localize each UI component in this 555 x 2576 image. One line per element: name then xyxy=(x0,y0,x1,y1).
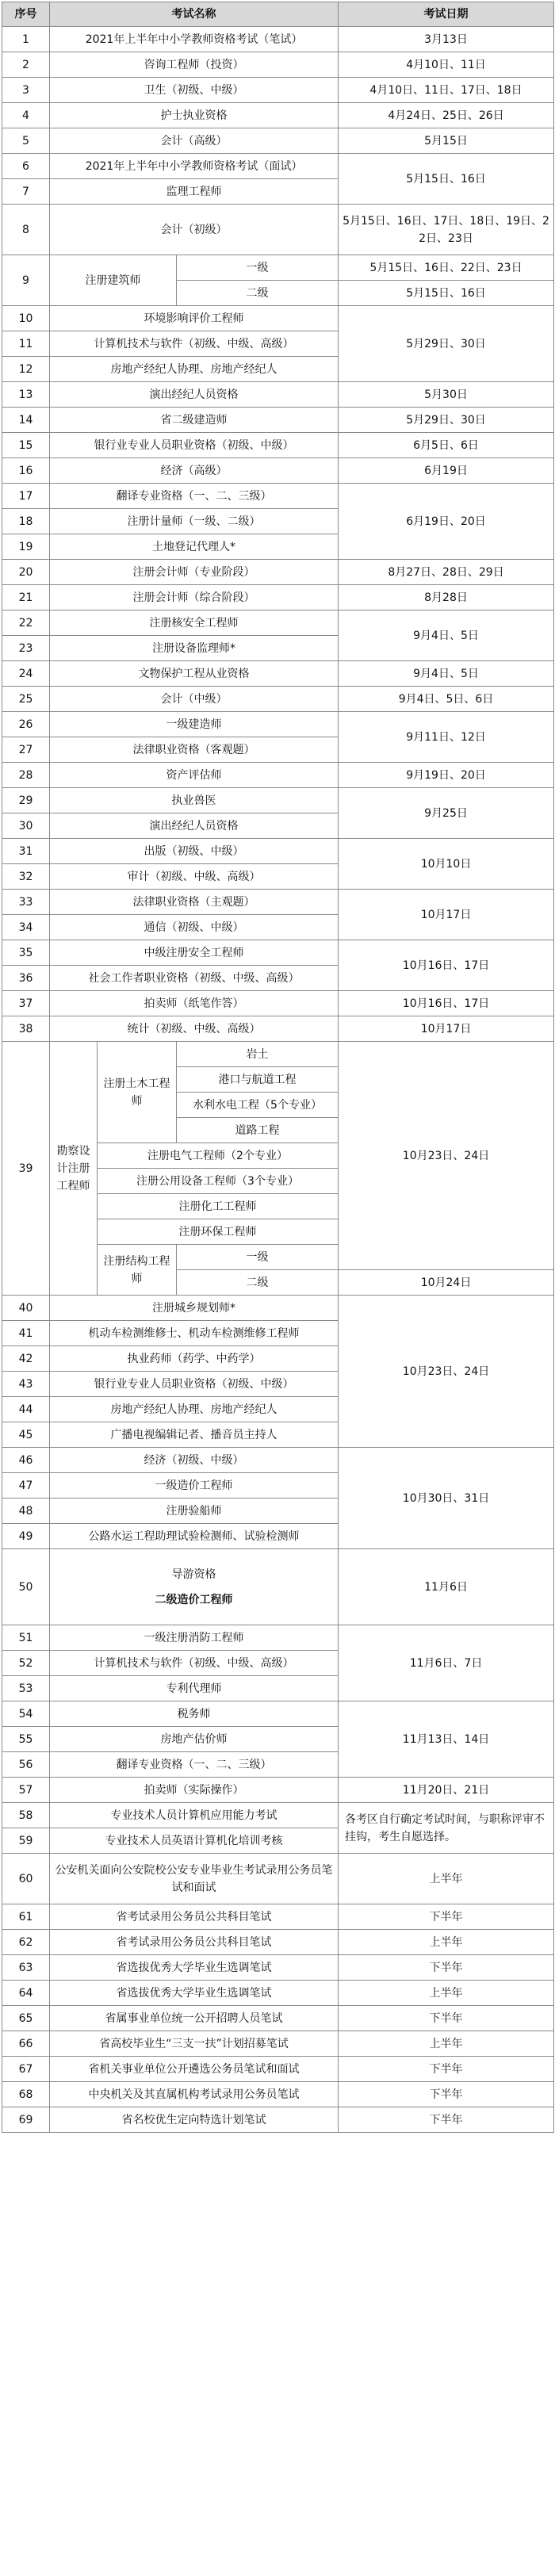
table-row xyxy=(2,890,554,915)
exam-name: 专业技术人员计算机应用能力考试 xyxy=(50,1803,339,1828)
exam-name: 注册计量师（一级、二级） xyxy=(50,509,339,534)
exam-name: 审计（初级、中级、高级） xyxy=(50,864,339,890)
exam-name: 演出经纪人员资格 xyxy=(50,813,339,839)
exam-subname: 注册电气工程师（2个专业） xyxy=(98,1143,339,1169)
row-no: 25 xyxy=(2,687,50,712)
exam-date: 5月15日 xyxy=(339,128,554,154)
row-no: 33 xyxy=(2,890,50,915)
exam-name: 省名校优生定向特选计划笔试 xyxy=(50,2107,339,2133)
table-row xyxy=(2,991,554,1016)
exam-date: 10月16日、17日 xyxy=(339,940,554,991)
exam-name: 专业技术人员英语计算机化培训考核 xyxy=(50,1828,339,1854)
exam-name: 注册核安全工程师 xyxy=(50,611,339,636)
row-no: 21 xyxy=(2,585,50,611)
row-no: 17 xyxy=(2,484,50,509)
exam-name: 注册验船师 xyxy=(50,1499,339,1524)
row-no: 36 xyxy=(2,966,50,991)
exam-subgroup: 注册结构工程师 xyxy=(98,1245,177,1296)
exam-name: 省考试录用公务员公共科目笔试 xyxy=(50,1930,339,1955)
exam-date: 9月19日、20日 xyxy=(339,763,554,788)
exam-name: 机动车检测维修士、机动车检测维修工程师 xyxy=(50,1321,339,1346)
table-row xyxy=(2,1016,554,1042)
exam-name: 中央机关及其直属机构考试录用公务员笔试 xyxy=(50,2082,339,2107)
row-no: 22 xyxy=(2,611,50,636)
header-no: 序号 xyxy=(2,2,50,27)
exam-name: 土地登记代理人* xyxy=(50,534,339,560)
row-no: 39 xyxy=(2,1042,50,1296)
row-no: 44 xyxy=(2,1397,50,1422)
row-no: 41 xyxy=(2,1321,50,1346)
table-row xyxy=(2,27,554,52)
exam-date: 9月4日、5日 xyxy=(339,661,554,687)
row-no: 9 xyxy=(2,255,50,306)
row-no: 43 xyxy=(2,1372,50,1397)
exam-name: 银行业专业人员职业资格（初级、中级） xyxy=(50,433,339,458)
exam-name: 通信（初级、中级） xyxy=(50,915,339,940)
exam-date: 上半年 xyxy=(339,1854,554,1904)
exam-subname: 二级 xyxy=(177,281,339,306)
table-row xyxy=(2,2031,554,2057)
exam-name: 银行业专业人员职业资格（初级、中级） xyxy=(50,1372,339,1397)
table-row xyxy=(2,1955,554,1981)
exam-date: 11月20日、21日 xyxy=(339,1778,554,1803)
exam-name: 税务师 xyxy=(50,1701,339,1727)
exam-date: 9月25日 xyxy=(339,788,554,839)
row-no: 11 xyxy=(2,331,50,357)
row-no: 56 xyxy=(2,1752,50,1778)
exam-name: 省机关事业单位公开遴选公务员笔试和面试 xyxy=(50,2057,339,2082)
exam-subname: 二级 xyxy=(177,1270,339,1296)
row-no: 49 xyxy=(2,1524,50,1549)
table-row xyxy=(2,1296,554,1321)
row-no: 64 xyxy=(2,1981,50,2006)
exam-name: 省考试录用公务员公共科目笔试 xyxy=(50,1904,339,1930)
table-row xyxy=(2,2082,554,2107)
exam-subname: 道路工程 xyxy=(177,1118,339,1143)
row-no: 48 xyxy=(2,1499,50,1524)
exam-name: 房地产估价师 xyxy=(50,1727,339,1752)
table-row xyxy=(2,1778,554,1803)
exam-name: 翻译专业资格（一、二、三级） xyxy=(50,1752,339,1778)
row-no: 3 xyxy=(2,78,50,103)
exam-name-line: 导游资格 xyxy=(171,1567,216,1581)
table-row xyxy=(2,1549,554,1625)
table-row xyxy=(2,585,554,611)
row-no: 13 xyxy=(2,382,50,408)
table-row xyxy=(2,788,554,813)
table-row xyxy=(2,1904,554,1930)
table-row xyxy=(2,1701,554,1727)
row-no: 35 xyxy=(2,940,50,966)
table-row xyxy=(2,661,554,687)
exam-name: 执业药师（药学、中药学） xyxy=(50,1346,339,1372)
row-no: 47 xyxy=(2,1473,50,1499)
table-row xyxy=(2,205,554,255)
table-row xyxy=(2,382,554,408)
row-no: 31 xyxy=(2,839,50,864)
row-no: 28 xyxy=(2,763,50,788)
table-row xyxy=(2,154,554,179)
table-row xyxy=(2,408,554,433)
row-no: 42 xyxy=(2,1346,50,1372)
row-no: 58 xyxy=(2,1803,50,1828)
exam-name: 省选拔优秀大学毕业生选调笔试 xyxy=(50,1955,339,1981)
row-no: 40 xyxy=(2,1296,50,1321)
exam-date: 11月6日、7日 xyxy=(339,1625,554,1701)
exam-schedule-table xyxy=(2,2,554,2133)
exam-name: 卫生（初级、中级） xyxy=(50,78,339,103)
exam-name: 统计（初级、中级、高级） xyxy=(50,1016,339,1042)
table-row xyxy=(2,1448,554,1473)
exam-date: 下半年 xyxy=(339,1904,554,1930)
exam-name: 经济（高级） xyxy=(50,458,339,484)
exam-name: 法律职业资格（主观题） xyxy=(50,890,339,915)
exam-name: 省高校毕业生“三支一扶”计划招募笔试 xyxy=(50,2031,339,2057)
exam-subname: 水利水电工程（5个专业） xyxy=(177,1093,339,1118)
exam-date: 5月29日、30日 xyxy=(339,306,554,382)
exam-date: 9月4日、5日、6日 xyxy=(339,687,554,712)
exam-name: 省二级建造师 xyxy=(50,408,339,433)
exam-name: 房地产经纪人协理、房地产经纪人 xyxy=(50,1397,339,1422)
exam-date: 11月13日、14日 xyxy=(339,1701,554,1778)
row-no: 61 xyxy=(2,1904,50,1930)
table-row xyxy=(2,687,554,712)
row-no: 62 xyxy=(2,1930,50,1955)
table-row xyxy=(2,78,554,103)
header-date: 考试日期 xyxy=(339,2,554,27)
table-row xyxy=(2,560,554,585)
exam-name: 社会工作者职业资格（初级、中级、高级） xyxy=(50,966,339,991)
exam-name: 广播电视编辑记者、播音员主持人 xyxy=(50,1422,339,1448)
exam-date: 5月15日、16日 xyxy=(339,281,554,306)
exam-name-line: 二级造价工程师 xyxy=(155,1593,233,1606)
exam-name: 注册建筑师 xyxy=(50,255,177,306)
row-no: 52 xyxy=(2,1651,50,1676)
table-row xyxy=(2,712,554,737)
exam-date: 10月23日、24日 xyxy=(339,1042,554,1270)
exam-date: 10月16日、17日 xyxy=(339,991,554,1016)
row-no: 46 xyxy=(2,1448,50,1473)
row-no: 53 xyxy=(2,1676,50,1701)
exam-name: 翻译专业资格（一、二、三级） xyxy=(50,484,339,509)
row-no: 67 xyxy=(2,2057,50,2082)
exam-name xyxy=(50,1549,339,1625)
row-no: 2 xyxy=(2,52,50,78)
exam-name: 注册设备监理师* xyxy=(50,636,339,661)
exam-subname: 岩土 xyxy=(177,1042,339,1067)
row-no: 38 xyxy=(2,1016,50,1042)
exam-name: 房地产经纪人协理、房地产经纪人 xyxy=(50,357,339,382)
exam-date: 6月5日、6日 xyxy=(339,433,554,458)
row-no: 30 xyxy=(2,813,50,839)
table-row xyxy=(2,2057,554,2082)
row-no: 51 xyxy=(2,1625,50,1651)
table-row xyxy=(2,484,554,509)
header-row xyxy=(2,2,554,27)
table-row xyxy=(2,1042,554,1067)
table-row xyxy=(2,52,554,78)
exam-subname: 注册环保工程师 xyxy=(98,1219,339,1245)
exam-subname: 一级 xyxy=(177,255,339,281)
row-no: 60 xyxy=(2,1854,50,1904)
exam-name: 经济（初级、中级） xyxy=(50,1448,339,1473)
exam-name: 注册城乡规划师* xyxy=(50,1296,339,1321)
exam-subgroup: 注册土木工程师 xyxy=(98,1042,177,1143)
exam-name: 会计（初级） xyxy=(50,205,339,255)
exam-date: 10月30日、31日 xyxy=(339,1448,554,1549)
row-no: 24 xyxy=(2,661,50,687)
row-no: 59 xyxy=(2,1828,50,1854)
table-row xyxy=(2,128,554,154)
exam-name: 中级注册安全工程师 xyxy=(50,940,339,966)
table-row xyxy=(2,458,554,484)
exam-name: 公安机关面向公安院校公安专业毕业生考试录用公务员笔试和面试 xyxy=(50,1854,339,1904)
exam-name: 演出经纪人员资格 xyxy=(50,382,339,408)
exam-date: 各考区自行确定考试时间，与职称评审不挂钩，考生自愿选择。 xyxy=(339,1803,554,1854)
row-no: 16 xyxy=(2,458,50,484)
exam-date: 8月28日 xyxy=(339,585,554,611)
exam-date: 5月29日、30日 xyxy=(339,408,554,433)
exam-subname: 港口与航道工程 xyxy=(177,1067,339,1093)
row-no: 8 xyxy=(2,205,50,255)
exam-name: 省选拔优秀大学毕业生选调笔试 xyxy=(50,1981,339,2006)
row-no: 1 xyxy=(2,27,50,52)
exam-date: 10月17日 xyxy=(339,1016,554,1042)
exam-name: 资产评估师 xyxy=(50,763,339,788)
exam-date: 下半年 xyxy=(339,2107,554,2133)
row-no: 12 xyxy=(2,357,50,382)
row-no: 5 xyxy=(2,128,50,154)
exam-name: 勘察设计注册工程师 xyxy=(50,1042,98,1296)
exam-date: 上半年 xyxy=(339,1981,554,2006)
row-no: 26 xyxy=(2,712,50,737)
exam-date: 4月10日、11日、17日、18日 xyxy=(339,78,554,103)
exam-date: 下半年 xyxy=(339,2006,554,2031)
exam-name: 省属事业单位统一公开招聘人员笔试 xyxy=(50,2006,339,2031)
table-row xyxy=(2,1854,554,1904)
exam-date: 5月30日 xyxy=(339,382,554,408)
exam-name: 出版（初级、中级） xyxy=(50,839,339,864)
row-no: 23 xyxy=(2,636,50,661)
exam-date: 4月24日、25日、26日 xyxy=(339,103,554,128)
exam-date: 5月15日、16日 xyxy=(339,154,554,205)
table-row xyxy=(2,1803,554,1828)
exam-date: 10月23日、24日 xyxy=(339,1296,554,1448)
exam-name: 一级注册消防工程师 xyxy=(50,1625,339,1651)
row-no: 66 xyxy=(2,2031,50,2057)
table-row xyxy=(2,433,554,458)
row-no: 32 xyxy=(2,864,50,890)
table-row xyxy=(2,2107,554,2133)
row-no: 6 xyxy=(2,154,50,179)
exam-date: 上半年 xyxy=(339,1930,554,1955)
exam-date: 5月15日、16日、22日、23日 xyxy=(339,255,554,281)
exam-name: 计算机技术与软件（初级、中级、高级） xyxy=(50,331,339,357)
exam-subname: 注册公用设备工程师（3个专业） xyxy=(98,1169,339,1194)
exam-name: 监理工程师 xyxy=(50,179,339,205)
exam-subname: 一级 xyxy=(177,1245,339,1270)
row-no: 7 xyxy=(2,179,50,205)
exam-name: 拍卖师（纸笔作答） xyxy=(50,991,339,1016)
exam-date: 上半年 xyxy=(339,2031,554,2057)
row-no: 15 xyxy=(2,433,50,458)
exam-name: 2021年上半年中小学教师资格考试（面试） xyxy=(50,154,339,179)
exam-name: 公路水运工程助理试验检测师、试验检测师 xyxy=(50,1524,339,1549)
exam-name: 会计（高级） xyxy=(50,128,339,154)
row-no: 19 xyxy=(2,534,50,560)
exam-date: 9月4日、5日 xyxy=(339,611,554,661)
exam-name: 法律职业资格（客观题） xyxy=(50,737,339,763)
exam-date: 10月24日 xyxy=(339,1270,554,1296)
exam-date: 8月27日、28日、29日 xyxy=(339,560,554,585)
table-row xyxy=(2,2006,554,2031)
exam-date: 下半年 xyxy=(339,1955,554,1981)
exam-date: 9月11日、12日 xyxy=(339,712,554,763)
exam-name: 护士执业资格 xyxy=(50,103,339,128)
exam-name: 拍卖师（实际操作） xyxy=(50,1778,339,1803)
header-name: 考试名称 xyxy=(50,2,339,27)
row-no: 57 xyxy=(2,1778,50,1803)
exam-date: 下半年 xyxy=(339,2057,554,2082)
row-no: 14 xyxy=(2,408,50,433)
row-no: 18 xyxy=(2,509,50,534)
table-row xyxy=(2,940,554,966)
table-row xyxy=(2,306,554,331)
row-no: 10 xyxy=(2,306,50,331)
row-no: 29 xyxy=(2,788,50,813)
exam-name: 注册会计师（专业阶段） xyxy=(50,560,339,585)
row-no: 65 xyxy=(2,2006,50,2031)
row-no: 45 xyxy=(2,1422,50,1448)
exam-date: 4月10日、11日 xyxy=(339,52,554,78)
table-row xyxy=(2,255,554,281)
row-no: 63 xyxy=(2,1955,50,1981)
exam-date: 5月15日、16日、17日、18日、19日、22日、23日 xyxy=(339,205,554,255)
row-no: 4 xyxy=(2,103,50,128)
exam-date: 3月13日 xyxy=(339,27,554,52)
row-no: 27 xyxy=(2,737,50,763)
row-no: 50 xyxy=(2,1549,50,1625)
exam-name: 会计（中级） xyxy=(50,687,339,712)
exam-date: 6月19日 xyxy=(339,458,554,484)
exam-name: 注册会计师（综合阶段） xyxy=(50,585,339,611)
exam-name: 执业兽医 xyxy=(50,788,339,813)
row-no: 69 xyxy=(2,2107,50,2133)
exam-date: 6月19日、20日 xyxy=(339,484,554,560)
row-no: 55 xyxy=(2,1727,50,1752)
table-row xyxy=(2,1625,554,1651)
row-no: 68 xyxy=(2,2082,50,2107)
exam-date: 下半年 xyxy=(339,2082,554,2107)
row-no: 54 xyxy=(2,1701,50,1727)
exam-name: 一级造价工程师 xyxy=(50,1473,339,1499)
exam-subname: 注册化工工程师 xyxy=(98,1194,339,1219)
table-row xyxy=(2,839,554,864)
exam-date: 10月17日 xyxy=(339,890,554,940)
table-row xyxy=(2,1930,554,1955)
row-no: 34 xyxy=(2,915,50,940)
exam-name: 咨询工程师（投资） xyxy=(50,52,339,78)
exam-name: 计算机技术与软件（初级、中级、高级） xyxy=(50,1651,339,1676)
exam-date: 10月10日 xyxy=(339,839,554,890)
row-no: 20 xyxy=(2,560,50,585)
row-no: 37 xyxy=(2,991,50,1016)
exam-name: 一级建造师 xyxy=(50,712,339,737)
exam-name: 文物保护工程从业资格 xyxy=(50,661,339,687)
exam-name: 专利代理师 xyxy=(50,1676,339,1701)
table-row xyxy=(2,103,554,128)
exam-date: 11月6日 xyxy=(339,1549,554,1625)
table-row xyxy=(2,611,554,636)
exam-name: 2021年上半年中小学教师资格考试（笔试） xyxy=(50,27,339,52)
exam-name: 环境影响评价工程师 xyxy=(50,306,339,331)
table-row xyxy=(2,763,554,788)
table-row xyxy=(2,1981,554,2006)
